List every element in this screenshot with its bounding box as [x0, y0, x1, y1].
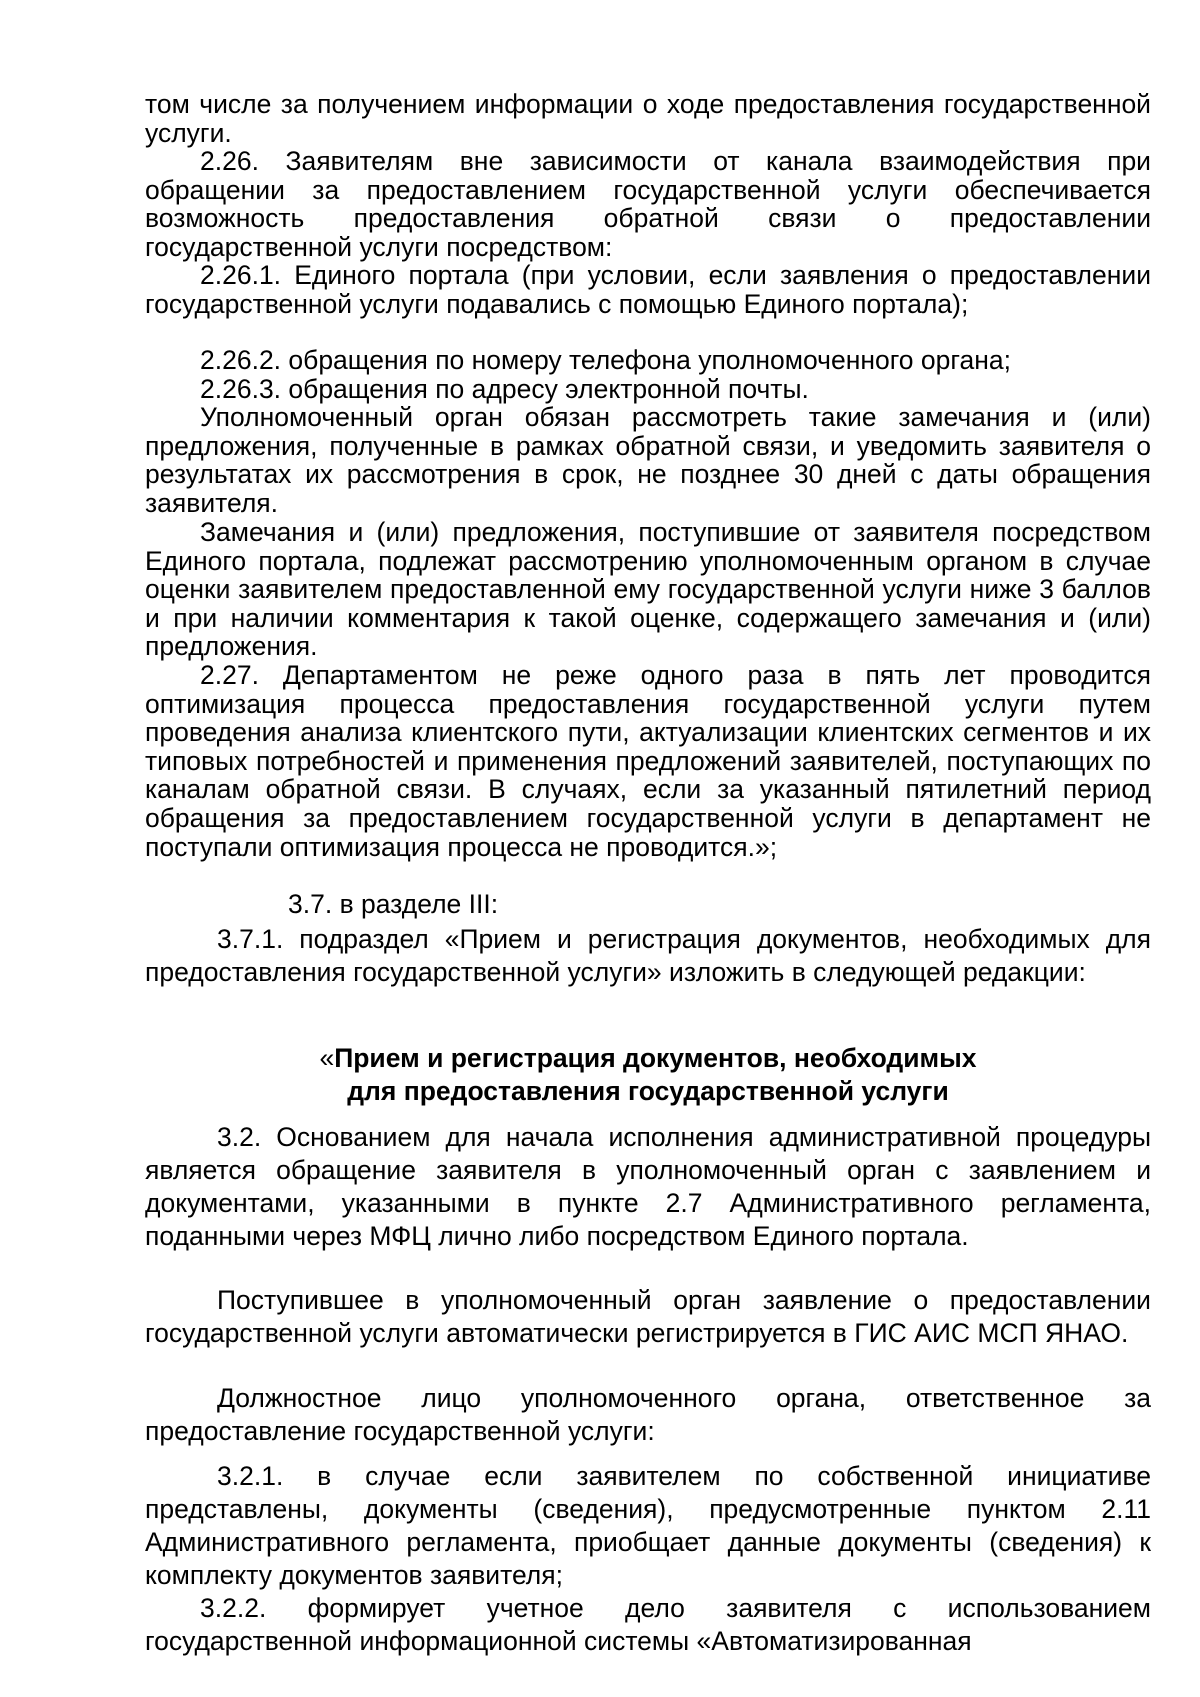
- paragraph-3-7: 3.7. в разделе III:: [288, 889, 499, 919]
- paragraph-3-2: 3.2. Основанием для начала исполнения административной процедуры является обращение заявителя в уполномоченный орган с заявлением и документами, указанными в пункте 2.7 Административного регламента, поданными через МФЦ лично либо посредством Единого портала.: [145, 1122, 1151, 1251]
- paragraph-2-26-3: 2.26.3. обращения по адресу электронной почты.: [200, 374, 809, 404]
- paragraph-feedback-remarks: Замечания и (или) предложения, поступившие от заявителя посредством Единого портала, подлежат рассмотрению уполномоченным органом в случае оценки заявителем предоставленной ему государственной услуги ниже 3 баллов и при наличии комментария к такой оценке, содержащего замечания и (или) предложения.: [145, 517, 1151, 662]
- heading-text-2: для предоставления государственной услуги: [347, 1076, 949, 1106]
- paragraph-3-7-1: 3.7.1. подраздел «Прием и регистрация документов, необходимых для предоставления государственной услуги» изложить в следующей редакции:: [145, 924, 1151, 987]
- paragraph-authority-obligation: Уполномоченный орган обязан рассмотреть такие замечания и (или) предложения, полученные в рамках обратной связи, и уведомить заявителя о результатах их рассмотрения в срок, не позднее 30 дней с даты обращения заявителя.: [145, 402, 1151, 518]
- paragraph-2-26: 2.26. Заявителям вне зависимости от канала взаимодействия при обращении за предоставлением государственной услуги обеспечивается возможность предоставления обратной связи о предоставлении государственной услуги посредством:: [145, 146, 1151, 262]
- heading-text-1: Прием и регистрация документов, необходимых: [334, 1043, 977, 1073]
- paragraph-2-27: 2.27. Департаментом не реже одного раза в пять лет проводится оптимизация процесса предоставления государственной услуги путем проведения анализа клиентского пути, актуализации клиентских сегментов и их типовых потребностей и применения предложений заявителей, поступающих по каналам обратной связи. В случаях, если за указанный пятилетний период обращения за предоставлением государственной услуги в департамент не поступали оптимизация процесса не проводится.»;: [145, 660, 1151, 862]
- paragraph-registration: Поступившее в уполномоченный орган заявление о предоставлении государственной услуги автоматически регистрируется в ГИС АИС МСП ЯНАО.: [145, 1285, 1151, 1348]
- section-heading-line-1: [145, 1042, 1151, 1075]
- paragraph-3-2-1: 3.2.1. в случае если заявителем по собственной инициативе представлены, документы (сведения), предусмотренные пунктом 2.11 Административного регламента, приобщает данные документы (сведения) к комплекту документов заявителя;: [145, 1461, 1151, 1590]
- paragraph-continuation: том числе за получением информации о ходе предоставления государственной услуги.: [145, 89, 1151, 148]
- section-heading-line-2: [145, 1075, 1151, 1108]
- heading-open-quote: «: [319, 1043, 335, 1073]
- paragraph-2-26-2: 2.26.2. обращения по номеру телефона уполномоченного органа;: [200, 345, 1011, 375]
- paragraph-official: Должностное лицо уполномоченного органа, ответственное за предоставление государственной услуги:: [145, 1383, 1151, 1446]
- paragraph-2-26-1: 2.26.1. Единого портала (при условии, если заявления о предоставлении государственной услуги подавались с помощью Единого портала);: [145, 260, 1151, 319]
- paragraph-3-2-2: 3.2.2. формирует учетное дело заявителя с использованием государственной информационной системы «Автоматизированная: [145, 1593, 1151, 1656]
